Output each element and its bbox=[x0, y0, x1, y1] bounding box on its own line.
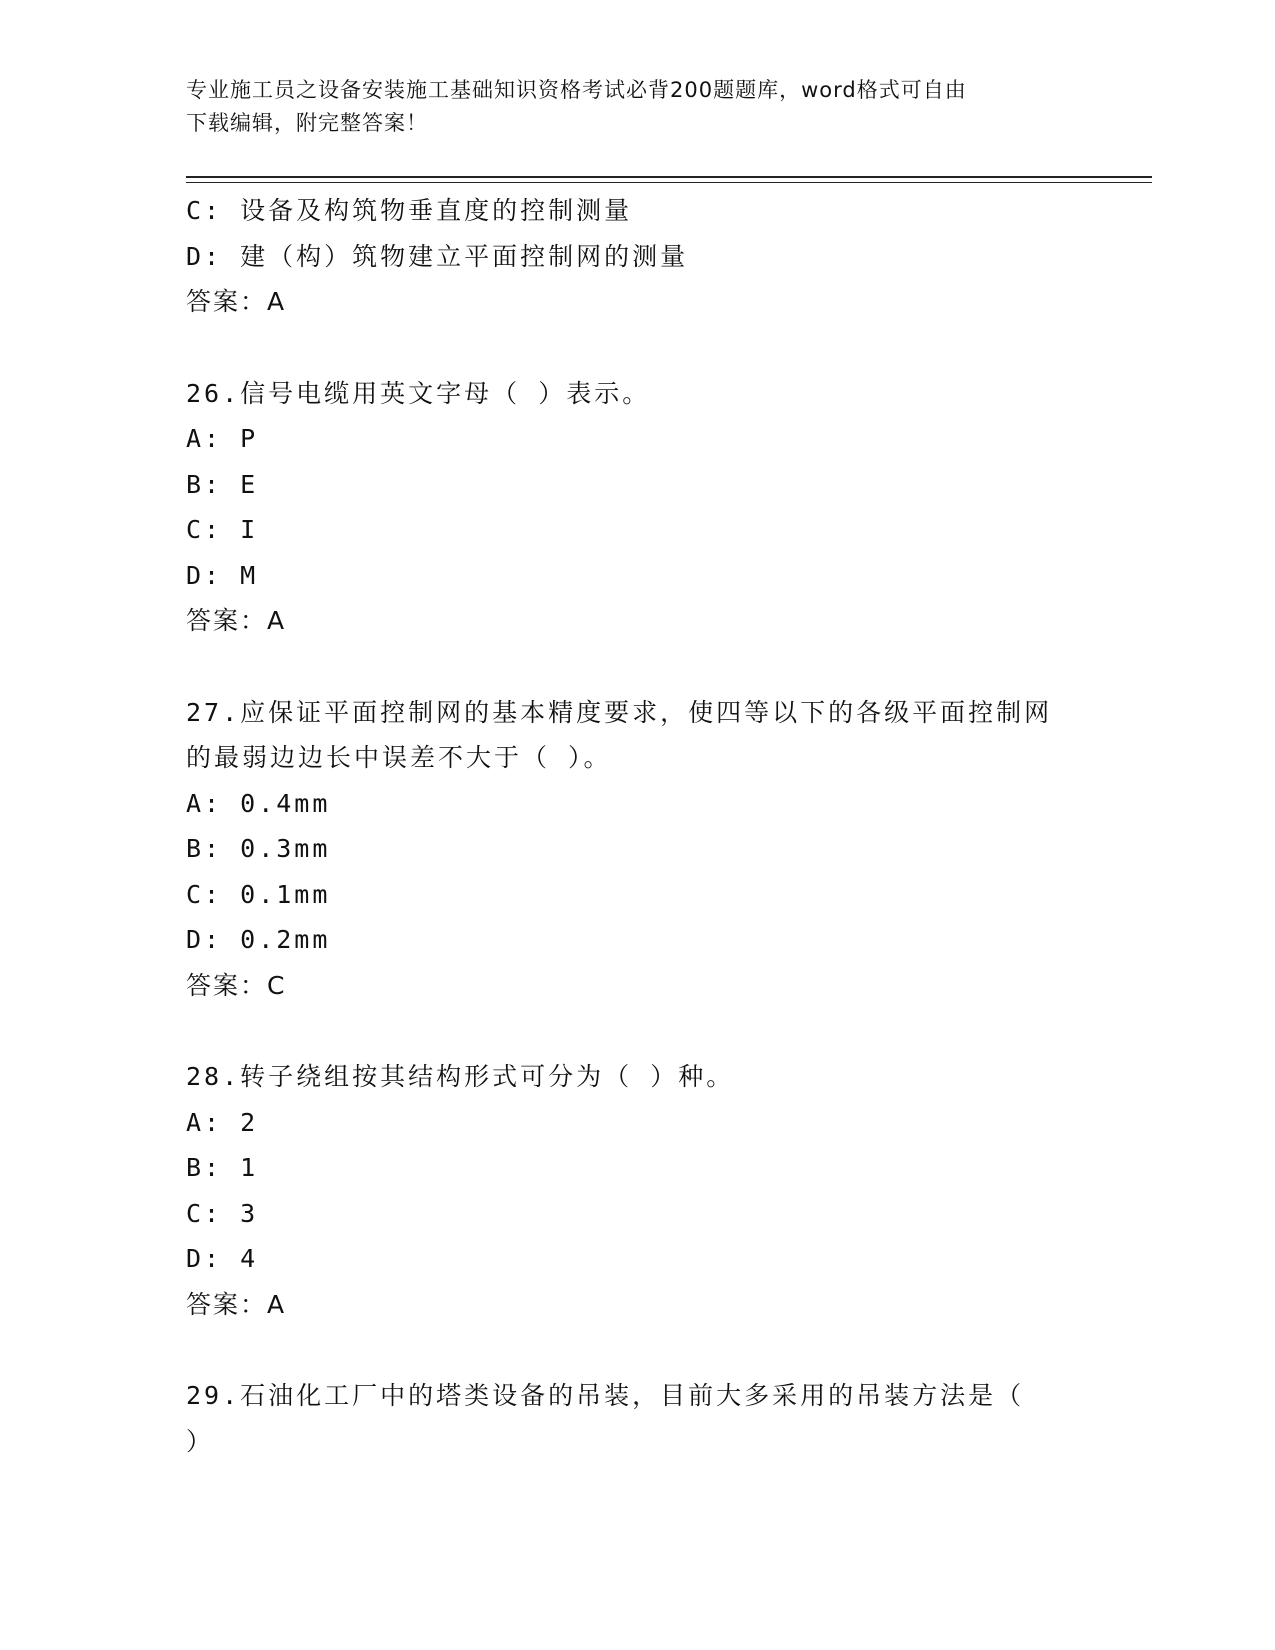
question-text-continued: 的最弱边边长中误差不大于（ ）。 bbox=[186, 743, 612, 772]
question-27 bbox=[186, 690, 1086, 1009]
option-a: A: P bbox=[186, 424, 259, 453]
option-d: D: M bbox=[186, 560, 259, 590]
header-line-1: 专业施工员之设备安装施工基础知识资格考试必背200题题库，word格式可自由 bbox=[186, 78, 967, 102]
question-text: 26.信号电缆用英文字母（ ）表示。 bbox=[186, 378, 651, 408]
question-29 bbox=[186, 1373, 1086, 1464]
option-b: B: 0.3mm bbox=[186, 834, 331, 863]
option-c: C: 3 bbox=[186, 1198, 259, 1228]
header-divider-thin bbox=[186, 182, 1152, 183]
question-text: 27.应保证平面控制网的基本精度要求，使四等以下的各级平面控制网 bbox=[186, 697, 1053, 727]
question-number: 27. bbox=[186, 697, 241, 727]
option-c: C: 设备及构筑物垂直度的控制测量 bbox=[186, 196, 633, 225]
answer-line: 答案：A bbox=[186, 606, 287, 635]
question-text: 28.转子绕组按其结构形式可分为（ ）种。 bbox=[186, 1062, 735, 1091]
option-a: A: 0.4mm bbox=[186, 788, 331, 818]
question-26 bbox=[186, 371, 1086, 644]
option-d: D: 0.2mm bbox=[186, 925, 331, 954]
header-line-2: 下载编辑，附完整答案！ bbox=[186, 111, 428, 135]
option-c: C: 0.1mm bbox=[186, 879, 331, 909]
question-number: 28. bbox=[186, 1062, 241, 1091]
option-b: B: E bbox=[186, 469, 259, 499]
document-header bbox=[186, 74, 1066, 140]
answer-line: 答案：A bbox=[186, 287, 287, 316]
question-28 bbox=[186, 1054, 1086, 1327]
option-d: D: 4 bbox=[186, 1244, 259, 1273]
header-divider-thick bbox=[186, 176, 1152, 178]
option-c: C: I bbox=[186, 515, 259, 544]
option-a: A: 2 bbox=[186, 1107, 259, 1137]
question-number: 29. bbox=[186, 1381, 241, 1410]
option-d: D: 建（构）筑物建立平面控制网的测量 bbox=[186, 241, 689, 271]
question-text-continued: ） bbox=[186, 1426, 215, 1456]
question-text: 29.石油化工厂中的塔类设备的吊装，目前大多采用的吊装方法是（ bbox=[186, 1381, 1025, 1410]
answer-line: 答案：C bbox=[186, 970, 287, 1000]
question-list bbox=[186, 188, 1086, 1464]
option-b: B: 1 bbox=[186, 1153, 259, 1182]
carry-over-block bbox=[186, 188, 1086, 325]
answer-line: 答案：A bbox=[186, 1289, 287, 1319]
question-number: 26. bbox=[186, 378, 241, 408]
